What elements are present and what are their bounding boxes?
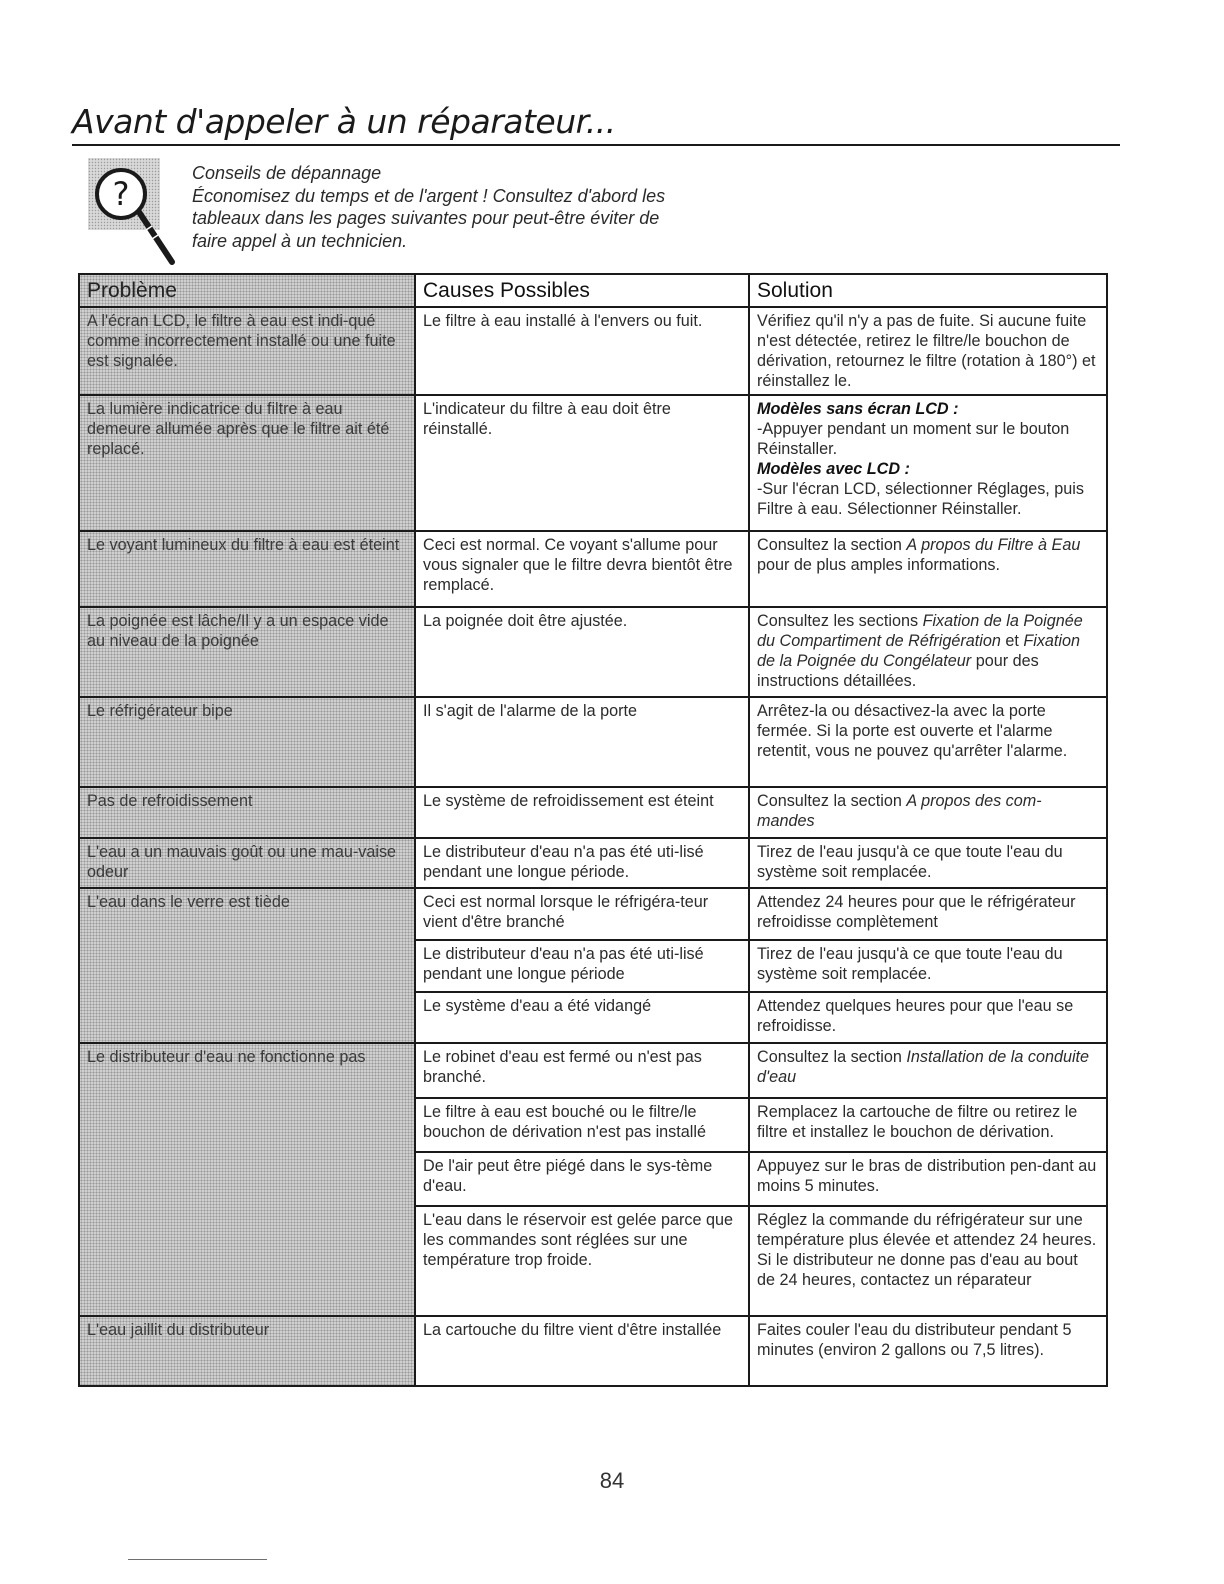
solution-cell: Attendez 24 heures pour que le réfrigérateur refroidisse complètement: [749, 888, 1107, 940]
problem-cell: L'eau dans le verre est tiède: [79, 888, 415, 1043]
header-causes: Causes Possibles: [415, 274, 749, 307]
cause-cell: De l'air peut être piégé dans le sys-tème d'eau.: [415, 1152, 749, 1206]
solution-text: pour des instructions détaillées.: [757, 652, 1039, 690]
table-row: [79, 395, 1107, 531]
tips-line: tableaux dans les pages suivantes pour peut-être éviter de: [192, 208, 660, 228]
footer-divider: [128, 1559, 267, 1560]
section-reference: Fixation de la Poignée du Compartiment de Réfrigération: [757, 612, 1083, 650]
problem-cell: Le distributeur d'eau ne fonctionne pas: [79, 1043, 415, 1316]
solution-cell: Arrêtez-la ou désactivez-la avec la porte fermée. Si la porte est ouverte et l'alarme retentit, vous ne pouvez qu'arrêter l'alarme.: [749, 697, 1107, 787]
cause-cell: Le distributeur d'eau n'a pas été uti-lisé pendant une longue période.: [415, 838, 749, 888]
cause-cell: Le robinet d'eau est fermé ou n'est pas branché.: [415, 1043, 749, 1098]
tips-line: faire appel à un technicien.: [192, 230, 408, 251]
problem-cell: La poignée est lâche/Il y a un espace vide au niveau de la poignée: [79, 607, 415, 697]
solution-cell: Appuyez sur le bras de distribution pen-dant au moins 5 minutes.: [749, 1152, 1107, 1206]
cause-cell: Ceci est normal lorsque le réfrigéra-teur vient d'être branché: [415, 888, 749, 940]
section-reference: A propos du Filtre à Eau: [906, 536, 1081, 554]
solution-text: -Sur l'écran LCD, sélectionner Réglages, puis Filtre à eau. Sélectionner Réinstaller.: [757, 480, 1084, 518]
solution-cell: Tirez de l'eau jusqu'à ce que toute l'eau du système soit remplacée.: [749, 940, 1107, 992]
svg-text:?: ?: [112, 175, 130, 213]
cause-cell: Le système d'eau a été vidangé: [415, 992, 749, 1043]
solution-text: Consultez la section: [757, 536, 907, 554]
solution-cell: Remplacez la cartouche de filtre ou retirez le filtre et installez le bouchon de dérivation.: [749, 1098, 1107, 1152]
problem-cell: Le réfrigérateur bipe: [79, 697, 415, 787]
cause-cell: L'indicateur du filtre à eau doit être réinstallé.: [415, 395, 749, 531]
cause-cell: Il s'agit de l'alarme de la porte: [415, 697, 749, 787]
cause-cell: Le système de refroidissement est éteint: [415, 787, 749, 838]
solution-cell: Attendez quelques heures pour que l'eau se refroidisse.: [749, 992, 1107, 1043]
problem-cell: La lumière indicatrice du filtre à eau demeure allumée après que le filtre ait été replacé.: [79, 395, 415, 531]
table-row: [79, 307, 1107, 395]
header-problem: Problème: [79, 274, 415, 307]
section-reference: A propos des com-mandes: [757, 792, 1042, 830]
page-number: 84: [599, 1468, 625, 1493]
section-reference: Fixation de la Poignée du Congélateur: [757, 632, 1081, 670]
cause-cell: Le filtre à eau est bouché ou le filtre/le bouchon de dérivation n'est pas installé: [415, 1098, 749, 1152]
problem-cell: Pas de refroidissement: [79, 787, 415, 838]
problem-cell: A l'écran LCD, le filtre à eau est indi-qué comme incorrectement installé ou une fuite est signalée.: [79, 307, 415, 395]
page-title: Avant d'appeler à un réparateur...: [72, 100, 1120, 146]
table-row: [79, 1043, 1107, 1098]
troubleshooting-table: [78, 273, 1108, 1387]
solution-text: Consultez les sections: [757, 612, 923, 630]
solution-text: pour de plus amples informations.: [757, 556, 1000, 574]
problem-cell: L'eau jaillit du distributeur: [79, 1316, 415, 1386]
table-row: [79, 697, 1107, 787]
table-row: [79, 607, 1107, 697]
header-solution: Solution: [749, 274, 1107, 307]
solution-cell: [749, 395, 1107, 531]
cause-cell: Le distributeur d'eau n'a pas été uti-lisé pendant une longue période: [415, 940, 749, 992]
solution-subheading: Modèles sans écran LCD :: [757, 400, 959, 418]
solution-text: Consultez la section: [757, 792, 907, 810]
problem-cell: Le voyant lumineux du filtre à eau est éteint: [79, 531, 415, 607]
cause-cell: La cartouche du filtre vient d'être installée: [415, 1316, 749, 1386]
problem-cell: L'eau a un mauvais goût ou une mau-vaise odeur: [79, 838, 415, 888]
question-magnifier-icon: [88, 158, 184, 268]
solution-subheading: Modèles avec LCD :: [757, 460, 910, 478]
solution-cell: Vérifiez qu'il n'y a pas de fuite. Si aucune fuite n'est détectée, retirez le filtre/le bouchon de dérivation, retournez le filtre (rotation à 180°) et réinstallez le.: [749, 307, 1107, 395]
table-row: [79, 1316, 1107, 1386]
tips-heading: Conseils de dépannage: [192, 163, 382, 183]
table-row: [79, 787, 1107, 838]
table-row: [79, 888, 1107, 940]
cause-cell: Le filtre à eau installé à l'envers ou fuit.: [415, 307, 749, 395]
tips-text: [192, 162, 802, 252]
cause-cell: L'eau dans le réservoir est gelée parce que les commandes sont réglées sur une température trop froide.: [415, 1206, 749, 1316]
cause-cell: Ceci est normal. Ce voyant s'allume pour vous signaler que le filtre devra bientôt être remplacé.: [415, 531, 749, 607]
solution-cell: [749, 1043, 1107, 1098]
solution-cell: [749, 531, 1107, 607]
solution-cell: [749, 607, 1107, 697]
section-reference: Installation de la conduite d'eau: [757, 1048, 1090, 1086]
table-row: [79, 531, 1107, 607]
solution-text: Consultez la section: [757, 1048, 907, 1066]
table-row: [79, 838, 1107, 888]
solution-cell: Faites couler l'eau du distributeur pendant 5 minutes (environ 2 gallons ou 7,5 litres).: [749, 1316, 1107, 1386]
troubleshooting-tips: [88, 158, 808, 268]
table-header-row: [79, 274, 1107, 307]
solution-text: et: [1000, 632, 1024, 650]
solution-cell: Réglez la commande du réfrigérateur sur une température plus élevée et attendez 24 heures. Si le distributeur ne donne pas d'eau au bout de 24 heures, contactez un réparateur: [749, 1206, 1107, 1316]
solution-cell: Tirez de l'eau jusqu'à ce que toute l'eau du système soit remplacée.: [749, 838, 1107, 888]
tips-line: Économisez du temps et de l'argent ! Consultez d'abord les: [192, 185, 666, 206]
solution-cell: [749, 787, 1107, 838]
cause-cell: La poignée doit être ajustée.: [415, 607, 749, 697]
solution-text: -Appuyer pendant un moment sur le bouton Réinstaller.: [757, 420, 1070, 458]
